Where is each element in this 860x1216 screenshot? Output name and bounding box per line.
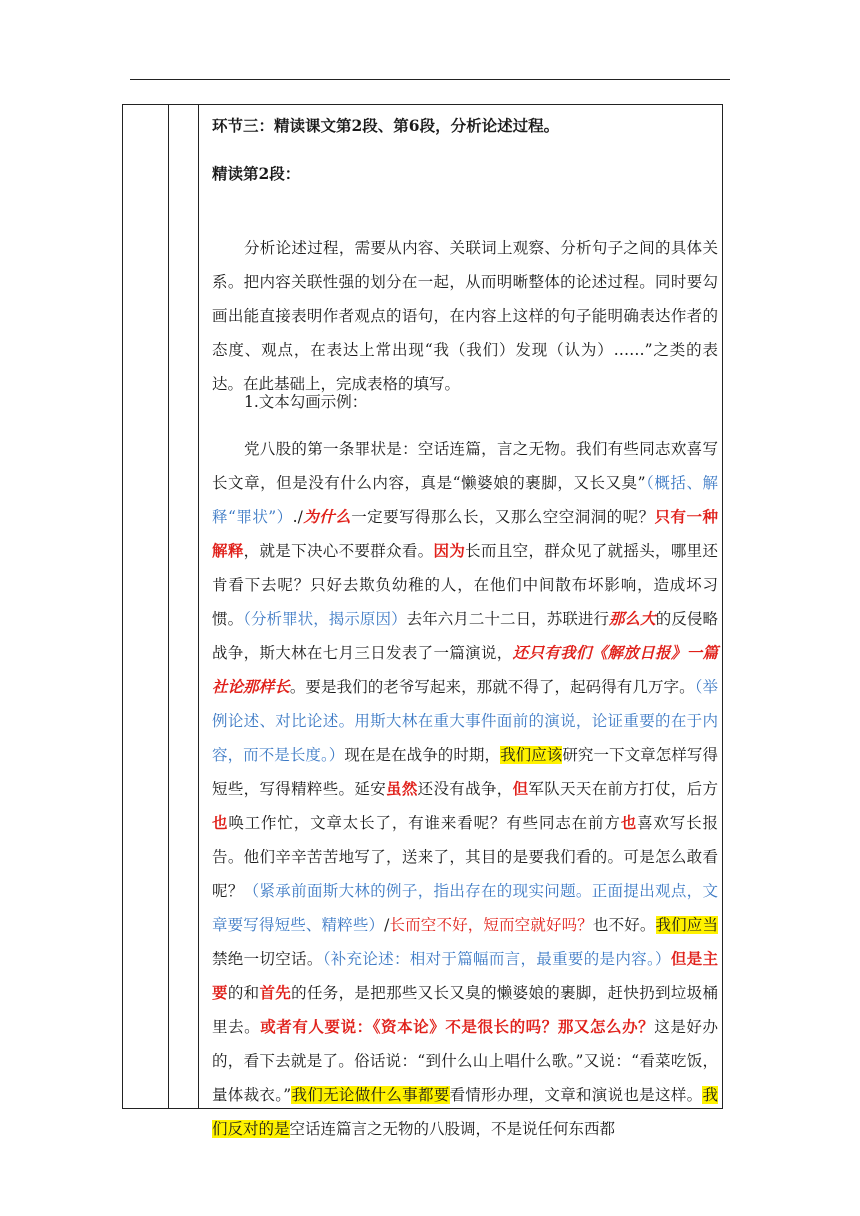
lesson-table	[122, 104, 723, 1138]
content-cell	[212, 105, 718, 1138]
passage-text: 长而且空，群众见了就摇头，哪里还肯看下去呢？只好去欺负幼稚的人，在他们中间散布坏影响，造成坏习惯。	[212, 542, 718, 628]
passage-text: 军队天天在前方打仗，后方	[528, 780, 718, 798]
section-subheading: 精读第2段：	[212, 164, 301, 183]
separator: /	[384, 916, 390, 934]
column-divider-1	[168, 105, 169, 1108]
passage-text: 党八股的第一条罪状是：空话连篇，言之无物。我们有些同志欢喜写长文章，但是没有什么内容，真是“懒婆娘的裹脚，又长又臭”	[212, 440, 718, 492]
passage-paragraph	[212, 432, 718, 1146]
keyword: 因为	[433, 541, 466, 560]
column-divider-2	[198, 105, 199, 1108]
header-rule	[130, 79, 730, 80]
keyword: 还只有我们《解放日报》一篇社论那样长	[212, 643, 718, 696]
highlighted-phrase: 我们反对的是	[212, 1086, 718, 1138]
keyword: 但是主要	[212, 949, 718, 1002]
list-item: 1.文本勾画示例：	[244, 393, 368, 411]
keyword: 只有一种解释	[212, 507, 718, 560]
passage-text: 的和	[227, 984, 260, 1002]
section-heading: 环节三：精读课文第2段、第6段，分析论述过程。	[212, 116, 560, 135]
passage-text: 喜欢写长报告。他们辛辛苦苦地写了，送来了，其目的是要我们看的。可是怎么敢看呢？	[212, 814, 718, 900]
keyword: 也	[620, 813, 638, 832]
passage-text: 禁绝一切空话。	[212, 950, 323, 968]
passage-text: 的任务，是把那些又长又臭的懒婆娘的裹脚，赶快扔到垃圾桶里去。	[212, 984, 718, 1036]
separator: ./	[292, 508, 303, 526]
passage-text: 空话连篇言之无物的八股调，不是说任何东西都	[289, 1120, 616, 1138]
keyword: 那么大	[609, 609, 656, 628]
passage-text: 研究一下文章怎样写得短些，写得精粹些。延安	[212, 746, 718, 798]
annotation-note: （分析罪状，揭示原因）	[243, 610, 407, 628]
passage-text: 也不好。	[592, 916, 656, 934]
passage-text: 唤工作忙，文章太长了，有谁来看呢？有些同志在前方	[228, 814, 621, 832]
annotation-note: （紧承前面斯大林的例子，指出存在的现实问题。正面提出观点，文章要写得短些、精粹些）	[212, 882, 718, 934]
passage-text: 还没有战争，	[417, 780, 513, 798]
annotation-note: （举例论述、对比论述。用斯大林在重大事件面前的演说，论证重要的在于内容，而不是长度。）	[212, 678, 718, 764]
highlighted-phrase: 我们应当	[655, 916, 718, 934]
passage-text: 的反侵略战争，斯大林在七月三日发表了一篇演说，	[212, 610, 718, 662]
keyword: 为什么	[302, 507, 352, 526]
keyword: 首先	[259, 983, 292, 1002]
keyword: 或者有人要说：《资本论》不是很长的吗？那又怎么办？	[260, 1017, 655, 1036]
annotation-note: （概括、解释“罪状”）	[212, 474, 718, 526]
passage-text: 。要是我们的老爷写起来，那就不得了，起码得有几万字。	[289, 678, 695, 696]
passage-text: 一定要写得那么长，又那么空空洞洞的呢？	[351, 508, 655, 526]
keyword: 但	[512, 779, 529, 798]
intro-paragraph: 分析论述过程，需要从内容、关联词上观察、分析句子之间的具体关系。把内容关联性强的划分在一起，从而明晰整体的论述过程。同时要勾画出能直接表明作者观点的语句，在内容上这样的句子能明确表达作者的态度、观点，在表达上常出现“我（我们）发现（认为）……”之类的表达。在此基础上，完成表格的填写。	[212, 239, 718, 393]
passage-text: 这是好办的，看下去就是了。俗话说：“到什么山上唱什么歌。”又说：“看菜吃饭，量体裁衣。”	[212, 1018, 718, 1104]
keyword: 也	[212, 813, 229, 832]
passage-text: 看情形办理，文章和演说也是这样。	[449, 1086, 703, 1104]
highlighted-phrase: 我们无论做什么事都要	[291, 1086, 450, 1104]
passage-text: 现在是在战争的时期，	[344, 746, 501, 764]
keyword: 虽然	[386, 779, 418, 798]
annotation-note: （补充论述：相对于篇幅而言，最重要的是内容。）	[322, 950, 671, 968]
passage-text: ，就是下决心不要群众看。	[243, 542, 434, 560]
highlighted-phrase: 我们应该	[500, 746, 563, 764]
keyword: 长而空不好，短而空就好吗？	[389, 916, 593, 934]
passage-text: 去年六月二十二日，苏联进行	[406, 610, 610, 628]
